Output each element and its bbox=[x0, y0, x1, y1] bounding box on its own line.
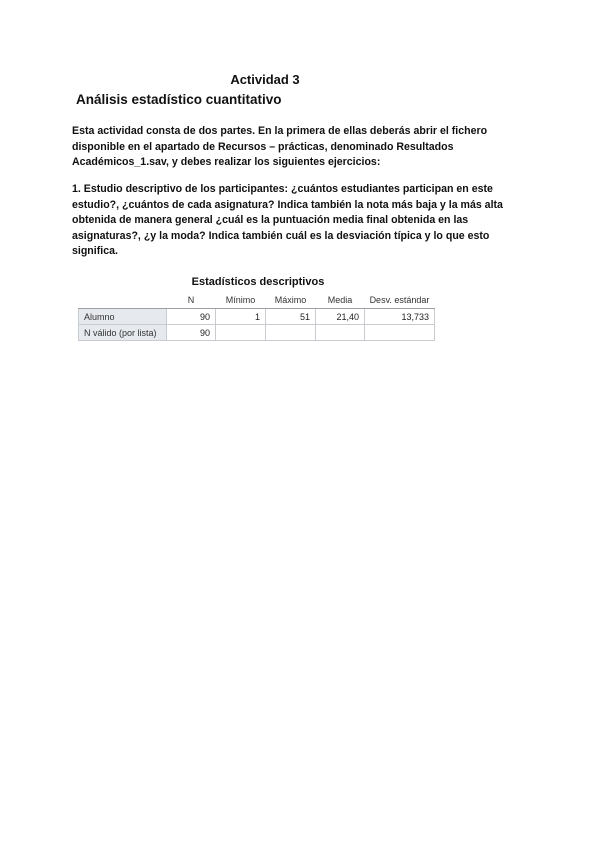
header-cell-empty bbox=[79, 292, 167, 309]
exercise-1-paragraph: 1. Estudio descriptivo de los participantes: ¿cuántos estudiantes participan en este estudio?, ¿cuántos de cada asignatura? Indica también la nota más baja y la más alta obtenida de manera general ¿cuál es la puntuación media final obtenida en las asignaturas?, ¿y la moda? Indica también cuál es la desviación típica y lo que esto significa. bbox=[72, 183, 503, 258]
header-cell-media: Media bbox=[316, 292, 365, 309]
row-label-cell: Alumno bbox=[79, 309, 167, 325]
row-label-cell: N válido (por lista) bbox=[79, 325, 167, 341]
table-row bbox=[79, 309, 435, 325]
intro-paragraph: Esta actividad consta de dos partes. En la primera de ellas deberás abrir el fichero disponible en el apartado de Recursos – prácticas, denominado Resultados Académicos_1.sav, y debes realizar los siguientes ejercicios: bbox=[72, 125, 488, 169]
header-cell-maximo: Máximo bbox=[266, 292, 316, 309]
header-cell-desv: Desv. estándar bbox=[365, 292, 435, 309]
table-cell bbox=[266, 325, 316, 341]
table-cell: 13,733 bbox=[365, 309, 435, 325]
header-cell-minimo: Mínimo bbox=[216, 292, 266, 309]
table-cell: 21,40 bbox=[316, 309, 365, 325]
table-cell bbox=[365, 325, 435, 341]
table-cell: 90 bbox=[167, 325, 216, 341]
table-cell bbox=[216, 325, 266, 341]
document-title: Actividad 3 bbox=[230, 72, 300, 87]
document-subtitle: Análisis estadístico cuantitativo bbox=[76, 92, 282, 107]
stats-table-title: Estadísticos descriptivos bbox=[191, 276, 325, 288]
table-cell bbox=[316, 325, 365, 341]
table-row bbox=[79, 325, 435, 341]
header-cell-n: N bbox=[167, 292, 216, 309]
table-cell: 90 bbox=[167, 309, 216, 325]
table-header-row bbox=[79, 292, 435, 309]
table-cell: 51 bbox=[266, 309, 316, 325]
table-cell: 1 bbox=[216, 309, 266, 325]
descriptive-stats-table bbox=[78, 292, 435, 341]
